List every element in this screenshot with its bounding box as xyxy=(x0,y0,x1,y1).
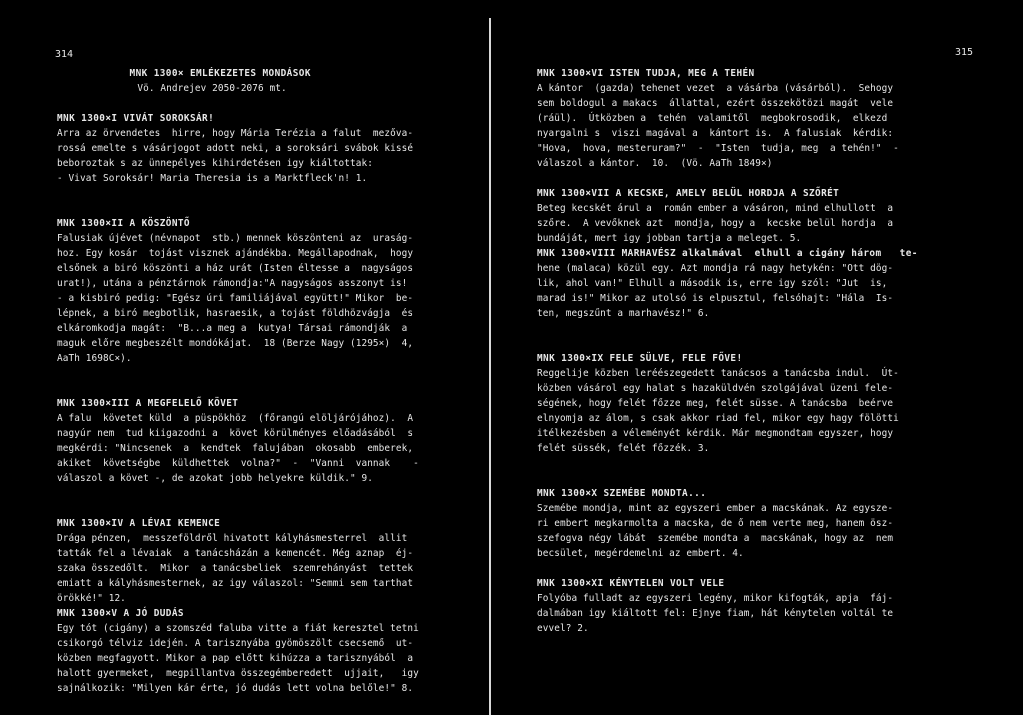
text-line: közben vásárol egy halat s hazaküldvén szolgájával üzeni fele- xyxy=(537,383,894,394)
text-line: szaka összedőlt. Mikor a tanácsbeliek szemrehányást tettek xyxy=(57,563,414,574)
text-line: hoz. Egy kosár tojást visznek ajándékba. Megállapodnak, hogy xyxy=(57,248,414,259)
text-line: Beteg kecskét árul a román ember a vásáron, mind elhullott a xyxy=(537,203,894,214)
section-heading: MNK 1300×VIII MARHAVÉSZ alkalmával elhull a cigány három te- xyxy=(537,248,918,259)
text-line: bundáját, mert igy jobban tartja a meleget. 5. xyxy=(537,233,802,244)
page-divider xyxy=(489,18,491,715)
text-line: itélkezésben a véleményét kérdik. Már megmondtam egyszer, hogy xyxy=(537,428,894,439)
text-line: lépnek, a biró megbotlik, hasraesik, a tojást földhözvágja és xyxy=(57,308,414,319)
text-line: marad is!" Mikor az utolsó is elpusztul, felsóhajt: "Hála Is- xyxy=(537,293,894,304)
text-line: válaszol a kántor. 10. (Vö. AaTh 1849×) xyxy=(537,158,773,169)
text-line xyxy=(537,456,918,471)
text-line xyxy=(57,501,419,516)
section-heading: MNK 1300×VII A KECSKE, AMELY BELÜL HORDJA A SZŐRÉT xyxy=(537,188,840,199)
text-line: Vö. Andrejev 2050-2076 mt. xyxy=(57,83,287,94)
text-line: beboroztak s az ünnepélyes kihirdetésen igy kiáltottak: xyxy=(57,158,373,169)
text-line xyxy=(57,96,419,111)
section-heading: MNK 1300×X SZEMÉBE MONDTA... xyxy=(537,488,707,499)
section-heading: MNK 1300×V A JÓ DUDÁS xyxy=(57,608,184,619)
text-line: megkérdi: "Nincsenek a kendtek falujában okosabb emberek, xyxy=(57,443,414,454)
text-line: sajnálkozik: "Milyen kár érte, jó dudás lett volna belőle!" 8. xyxy=(57,683,414,694)
text-line: elkáromkodja magát: "B...a meg a kutya! Társai rámondják a xyxy=(57,323,408,334)
text-line: becsület, megérdemelni az embert. 4. xyxy=(537,548,744,559)
right-page-text xyxy=(537,66,918,636)
text-line: AaTh 1698C×). xyxy=(57,353,132,364)
text-line xyxy=(537,471,918,486)
text-line xyxy=(57,366,419,381)
text-line xyxy=(57,486,419,501)
text-line xyxy=(537,321,918,336)
text-line: akiket követségbe küldhettek volna?" - "Vanni vannak - xyxy=(57,458,419,469)
text-line: emiatt a kályhásmesternek, az igy válaszol: "Semmi sem tarthat xyxy=(57,578,414,589)
text-line: ségének, hogy felét főzze meg, felét süsse. A tanácsba beérve xyxy=(537,398,894,409)
text-line xyxy=(57,201,419,216)
left-page-number: 314 xyxy=(55,49,74,60)
section-heading: MNK 1300×II A KÖSZÖNTŐ xyxy=(57,218,190,229)
text-line: szefogva négy lábát szemébe mondta a macskának, hogy az nem xyxy=(537,533,894,544)
section-heading: MNK 1300×III A MEGFELELŐ KÖVET xyxy=(57,398,239,409)
section-heading: MNK 1300×IX FELE SÜLVE, FELE FŐVE! xyxy=(537,353,743,364)
text-line: A kántor (gazda) tehenet vezet a vásárba (vásárból). Sehogy xyxy=(537,83,894,94)
text-line: örökké!" 12. xyxy=(57,593,126,604)
text-line: A falu követet küld a püspökhöz (főrangú elöljárójához). A xyxy=(57,413,414,424)
text-line: felét süssék, felét főzzék. 3. xyxy=(537,443,710,454)
section-heading: MNK 1300×XI KÉNYTELEN VOLT VELE xyxy=(537,578,725,589)
section-heading: MNK 1300× EMLÉKEZETES MONDÁSOK xyxy=(57,68,311,79)
text-line: ten, megszűnt a marhavész!" 6. xyxy=(537,308,710,319)
text-line: Arra az örvendetes hirre, hogy Mária Terézia a falut mezőva- xyxy=(57,128,414,139)
text-line: ri embert megkarmolta a macska, de ő nem verte meg, hanem ösz- xyxy=(537,518,894,529)
text-line: - a kisbiró pedig: "Egész úri familiájával együtt!" Mikor be- xyxy=(57,293,414,304)
text-line: Reggelije közben leréészegedett tanácsos a tanácsba indul. Út- xyxy=(537,368,899,379)
text-line: (ráül). Útközben a tehén valamitől megbokrosodik, elkezd xyxy=(537,113,888,124)
text-line: rossá emelte s vásárjogot adott neki, a soroksári svábok kissé xyxy=(57,143,414,154)
text-line: Folyóba fulladt az egyszeri legény, mikor kifogták, apja fáj- xyxy=(537,593,894,604)
text-line: Szemébe mondja, mint az egyszeri ember a macskának. Az egysze- xyxy=(537,503,894,514)
text-line: nyargalni s viszi magával a kántort is. A falusiak kérdik: xyxy=(537,128,894,139)
text-line: evvel? 2. xyxy=(537,623,589,634)
text-line: elsőnek a biró köszönti a ház urát (Isten éltesse a nagyságos xyxy=(57,263,414,274)
section-heading: MNK 1300×IV A LÉVAI KEMENCE xyxy=(57,518,221,529)
text-line xyxy=(537,561,918,576)
section-heading: MNK 1300×I VIVÁT SOROKSÁR! xyxy=(57,113,215,124)
section-heading: MNK 1300×VI ISTEN TUDJA, MEG A TEHÉN xyxy=(537,68,755,79)
text-line: halott gyermeket, megpillantva összegémberedett ujjait, igy xyxy=(57,668,419,679)
text-line: hene (malaca) közül egy. Azt mondja rá nagy hetykén: "Ott dög- xyxy=(537,263,894,274)
text-line: Falusiak újévet (névnapot stb.) mennek köszönteni az uraság- xyxy=(57,233,414,244)
text-line: Egy tót (cigány) a szomszéd faluba vitte a fiát keresztel tetni xyxy=(57,623,419,634)
text-line: maguk előre megbeszélt mondókájat. 18 (Berze Nagy (1295×) 4, xyxy=(57,338,414,349)
text-line xyxy=(537,336,918,351)
text-line: Drága pénzen, messzeföldről hivatott kályhásmesterrel allit xyxy=(57,533,408,544)
text-line xyxy=(57,186,419,201)
text-line: lik, ahol van!" Elhull a második is, erre igy szól: "Jut is, xyxy=(537,278,888,289)
text-line: elnyomja az álom, s csak akkor riad fel, mikor egy hagy fölötti xyxy=(537,413,899,424)
text-line: urat!), utána a pénztárnok rámondja:"A nagyságos asszonyt is! xyxy=(57,278,408,289)
text-line: közben megfagyott. Mikor a pap előtt kihúzza a tarisznyából a xyxy=(57,653,414,664)
left-page-text xyxy=(57,66,419,696)
text-line: csikorgó télviz idején. A tarisznyába gyömöszölt csecsemő ut- xyxy=(57,638,414,649)
text-line: "Hova, hova, mesteruram?" - "Isten tudja, meg a tehén!" - xyxy=(537,143,899,154)
right-page-number: 315 xyxy=(955,47,974,58)
text-line: - Vivat Soroksár! Maria Theresia is a Marktfleck'n! 1. xyxy=(57,173,368,184)
text-line: válaszol a követ -, de azokat jobb helyekre küldik." 9. xyxy=(57,473,373,484)
text-line: szőre. A vevőknek azt mondja, hogy a kecske belül hordja a xyxy=(537,218,894,229)
text-line xyxy=(57,381,419,396)
text-line: dalmában igy kiáltott fel: Ejnye fiam, hát kénytelen voltál te xyxy=(537,608,894,619)
text-line: tatták fel a lévaiak a tanácsházán a kemencét. Még aznap éj- xyxy=(57,548,414,559)
text-line: sem boldogul a makacs állattal, ezért összekötözi magát vele xyxy=(537,98,894,109)
text-line xyxy=(537,171,918,186)
text-line: nagyúr nem tud kiigazodni a követ körülményes előadásából s xyxy=(57,428,414,439)
